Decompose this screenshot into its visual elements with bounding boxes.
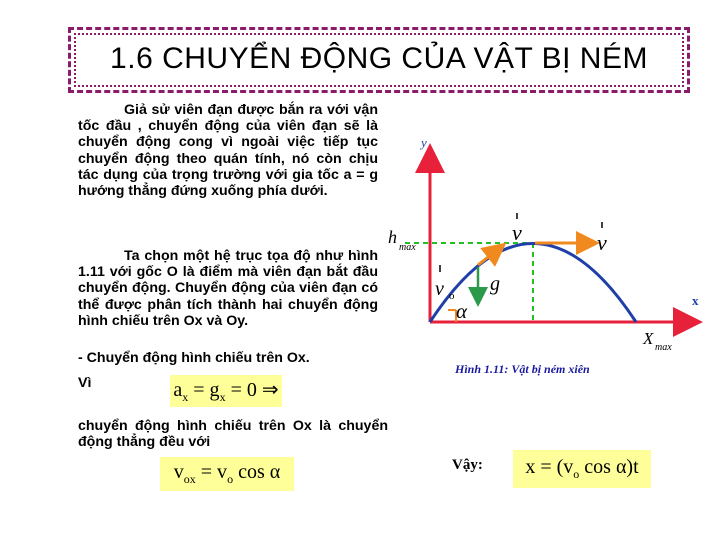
xmax-label: X	[643, 329, 654, 348]
x-axis-label: x	[692, 293, 699, 308]
hmax-label: h	[388, 227, 397, 247]
formula-vox-text: $v_{ox} = v_o$ cos α	[173, 461, 281, 486]
paragraph-ox: - Chuyển động hình chiếu trên Ox.	[78, 350, 310, 366]
paragraph-intro: Giả sử viên đạn được bắn ra với vận tốc đầu , chuyển động của viên đạn sẽ là chuyển động cong vì ngoài việc tiếp tục chuyển động theo quán tính, nó còn chịu tác dụng của trọng trường với gia tốc a = g hướng thẳng đứng xuống phía dưới.	[78, 102, 378, 200]
v-top-label: v	[512, 220, 522, 245]
hmax-sub: max	[399, 242, 416, 253]
formula-ax-text: $a_x = g_x = 0$ ⇒	[173, 379, 279, 404]
figure-caption: Hình 1.11: Vật bị ném xiên	[455, 362, 590, 376]
vay-label: Vậy:	[452, 457, 483, 473]
v-right-label: v	[597, 230, 607, 255]
v0-arrow	[478, 250, 497, 265]
xmax-sub: max	[655, 342, 672, 353]
paragraph-axes: Ta chọn một hệ trục tọa độ như hình 1.11 với gốc O là điểm mà viên đạn bắt đầu chuyển động. Chuyển động của viên đạn có thể được phân tích thành hai chuyển động hình chiếu trên Ox và Oy.	[78, 248, 378, 329]
v0-sub: o	[449, 290, 455, 302]
alpha-label: α	[456, 299, 468, 323]
g-label: g	[490, 273, 500, 295]
y-axis-label: y	[421, 135, 427, 150]
formula-x-text: $x = (v_o$ cos α)t	[525, 456, 639, 481]
slide-title: 1.6 CHUYỂN ĐỘNG CỦA VẬT BỊ NÉM	[110, 42, 648, 75]
paragraph-uniform: chuyển động hình chiếu trên Ox là chuyển động thẳng đều với	[78, 418, 388, 451]
vi-label: Vì	[78, 375, 92, 391]
v0-label: v	[435, 278, 444, 300]
